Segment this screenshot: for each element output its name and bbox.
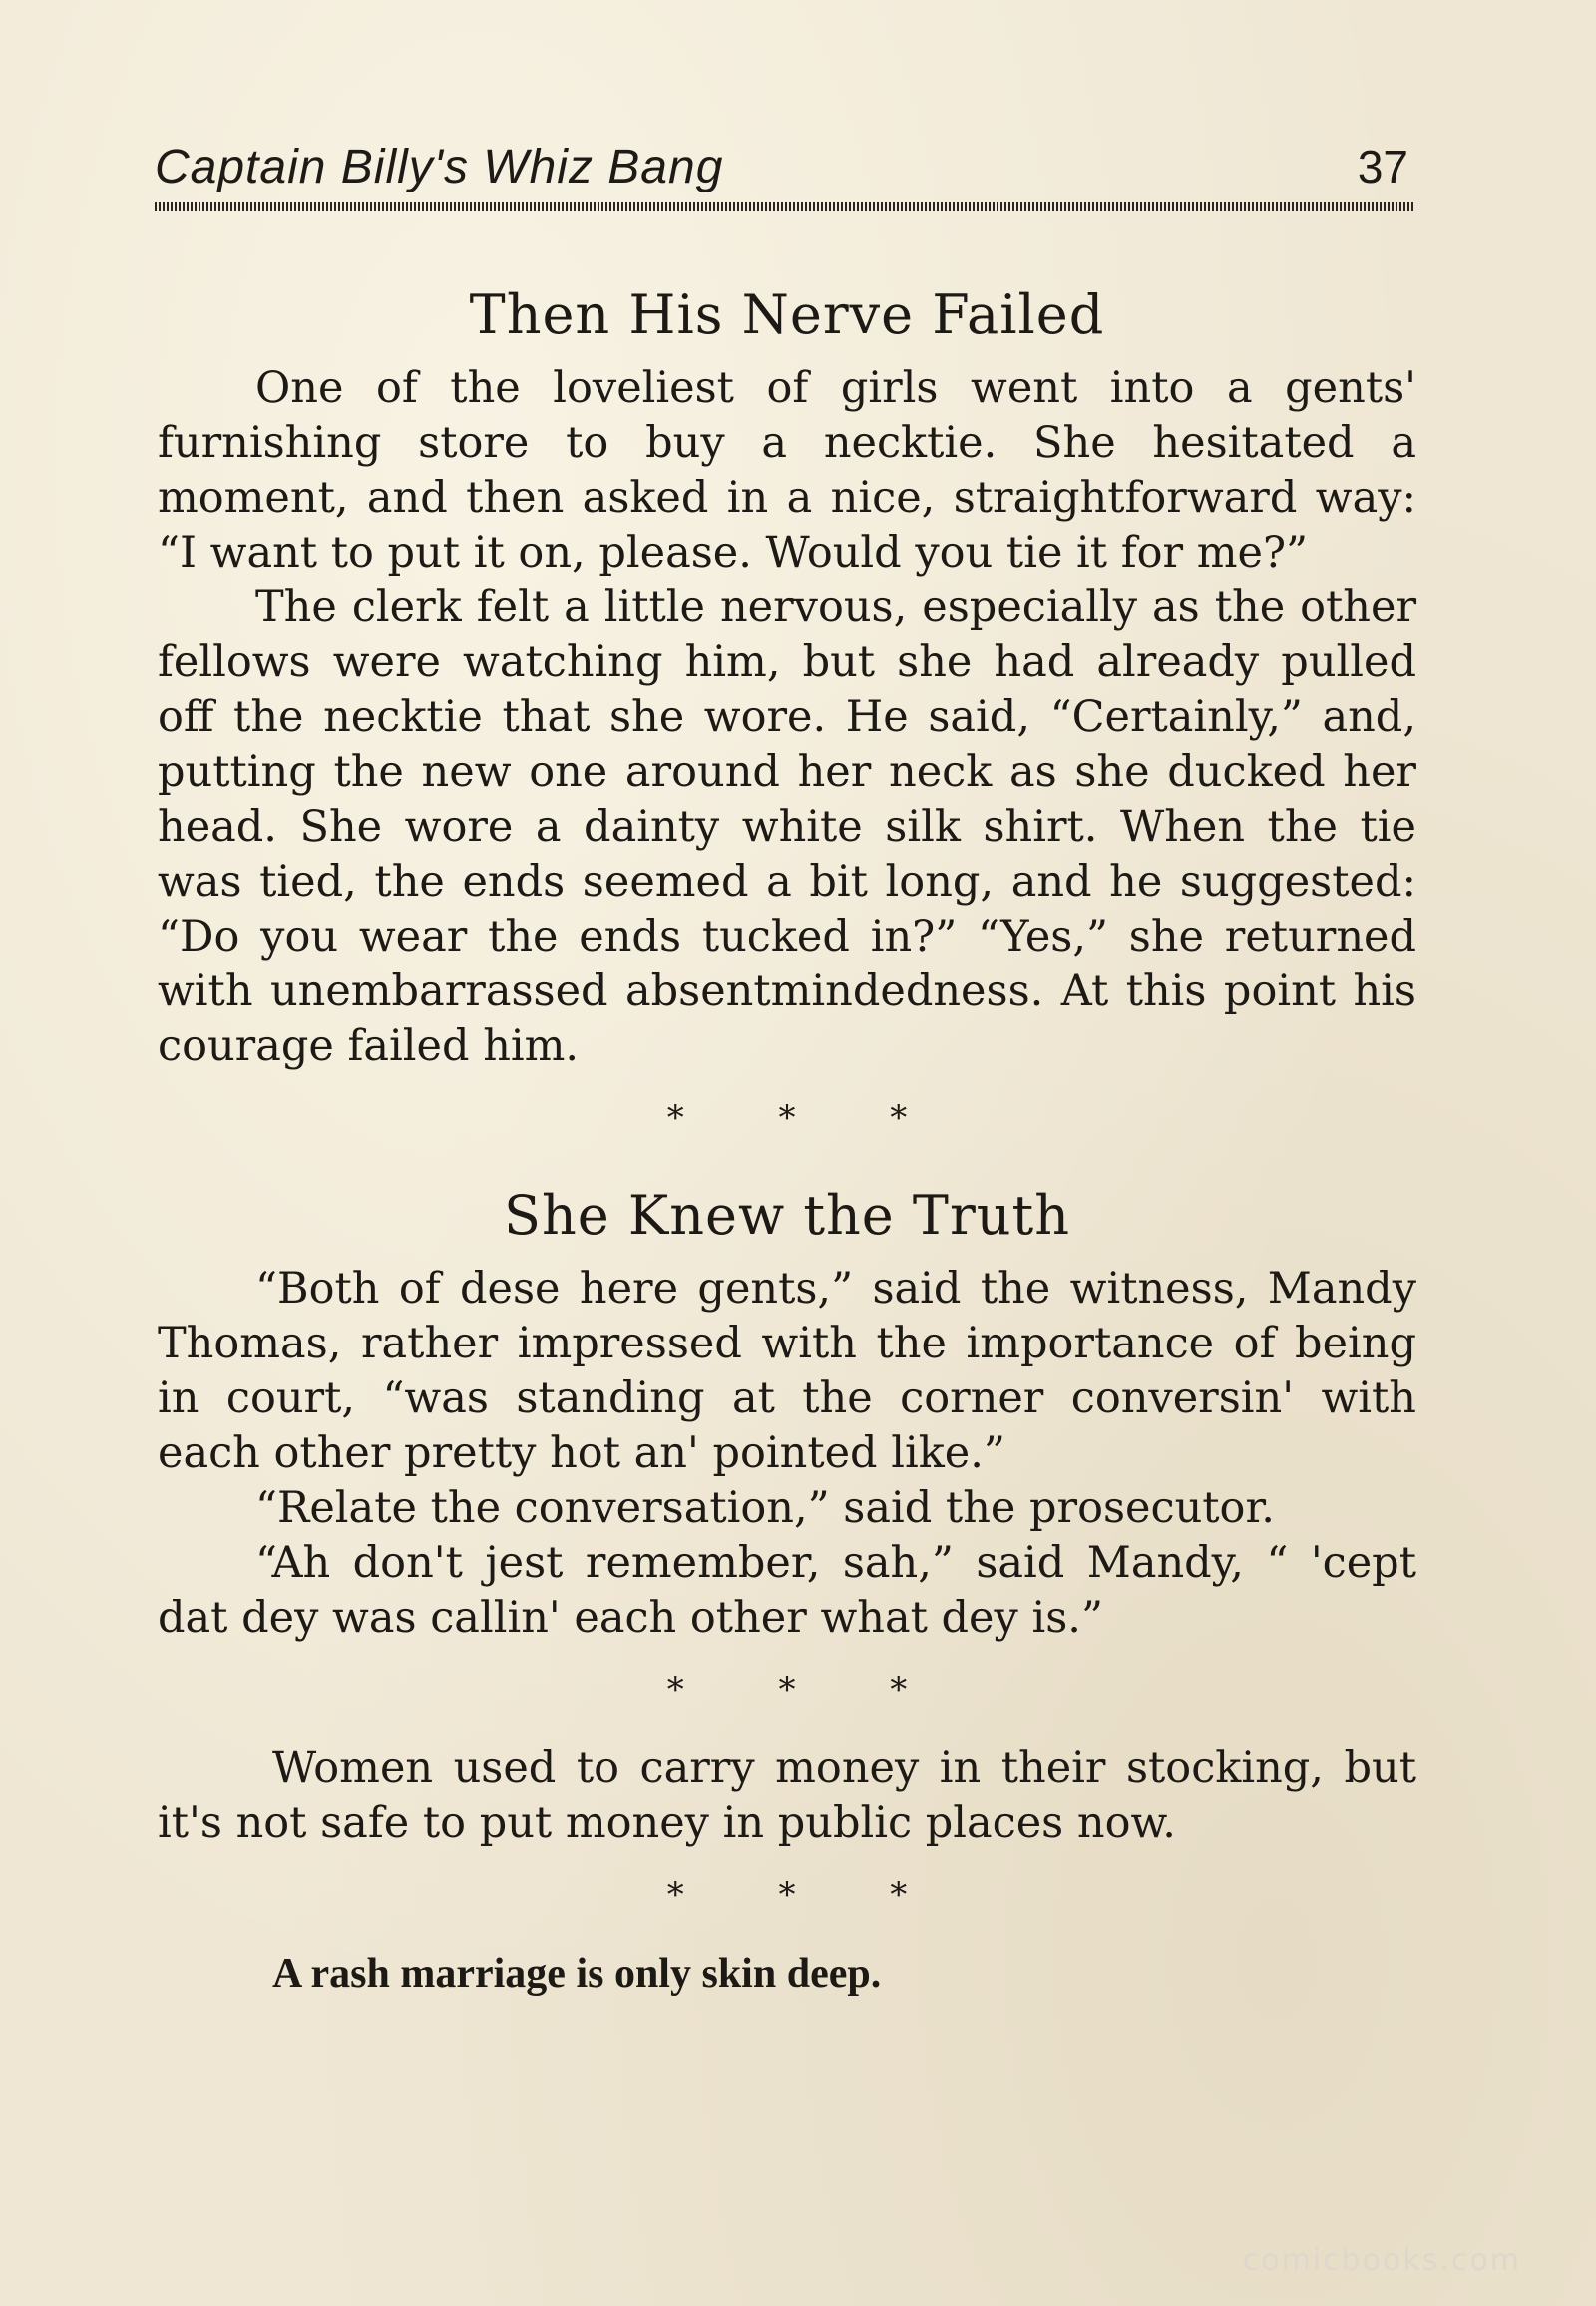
- story-title: Then His Nerve Failed: [469, 283, 1105, 346]
- joke-stocking: Women used to carry money in their stocking, but it's not safe to put money in public places now.: [158, 1743, 1416, 1848]
- watermark: comicbooks.com: [1242, 2243, 1521, 2278]
- story-paragraph: The clerk felt a little nervous, especially as the other fellows were watching him, but she had already pulled off the necktie that she wore. He said, “Certainly,” and, putting the new one around her neck as she ducked her head. She wore a dainty white silk shirt. When the tie was tied, the ends seemed a bit long, and he suggested: “Do you wear the ends tucked in?” “Yes,” she returned with unembarrassed absentmindedness. At this point his courage failed him.: [158, 582, 1416, 1071]
- section-separator: * * *: [666, 1670, 950, 1710]
- story-paragraph: “Both of dese here gents,” said the witness, Mandy Thomas, rather impressed with the importance of being in court, “was standing at the corner conversin' with each other pretty hot an' pointed like.”: [158, 1264, 1416, 1478]
- running-title: Captain Billy's Whiz Bang: [155, 141, 724, 193]
- header-rule: [155, 202, 1413, 211]
- running-head: [155, 140, 1413, 199]
- story-then-his-nerve-failed: [158, 269, 1416, 1074]
- story-she-knew-the-truth: [158, 1170, 1416, 1646]
- story-paragraph: “Relate the conversation,” said the prosecutor.: [255, 1483, 1275, 1533]
- section-separator: * * *: [666, 1098, 950, 1138]
- story-paragraph: “Ah don't jest remember, sah,” said Mandy, “ 'cept dat dey was callin' each other what dey is.”: [158, 1538, 1416, 1643]
- section-separator: * * *: [666, 1875, 950, 1915]
- story-title: She Knew the Truth: [503, 1184, 1071, 1247]
- page-content: [158, 269, 1416, 2002]
- joke-rash-marriage: A rash marriage is only skin deep.: [272, 1951, 882, 1997]
- page-number: 37: [1357, 141, 1408, 192]
- story-paragraph: One of the loveliest of girls went into a gents' furnishing store to buy a necktie. She hesitated a moment, and then asked in a nice, straightforward way: “I want to put it on, please. Would you tie it for me?”: [158, 363, 1416, 577]
